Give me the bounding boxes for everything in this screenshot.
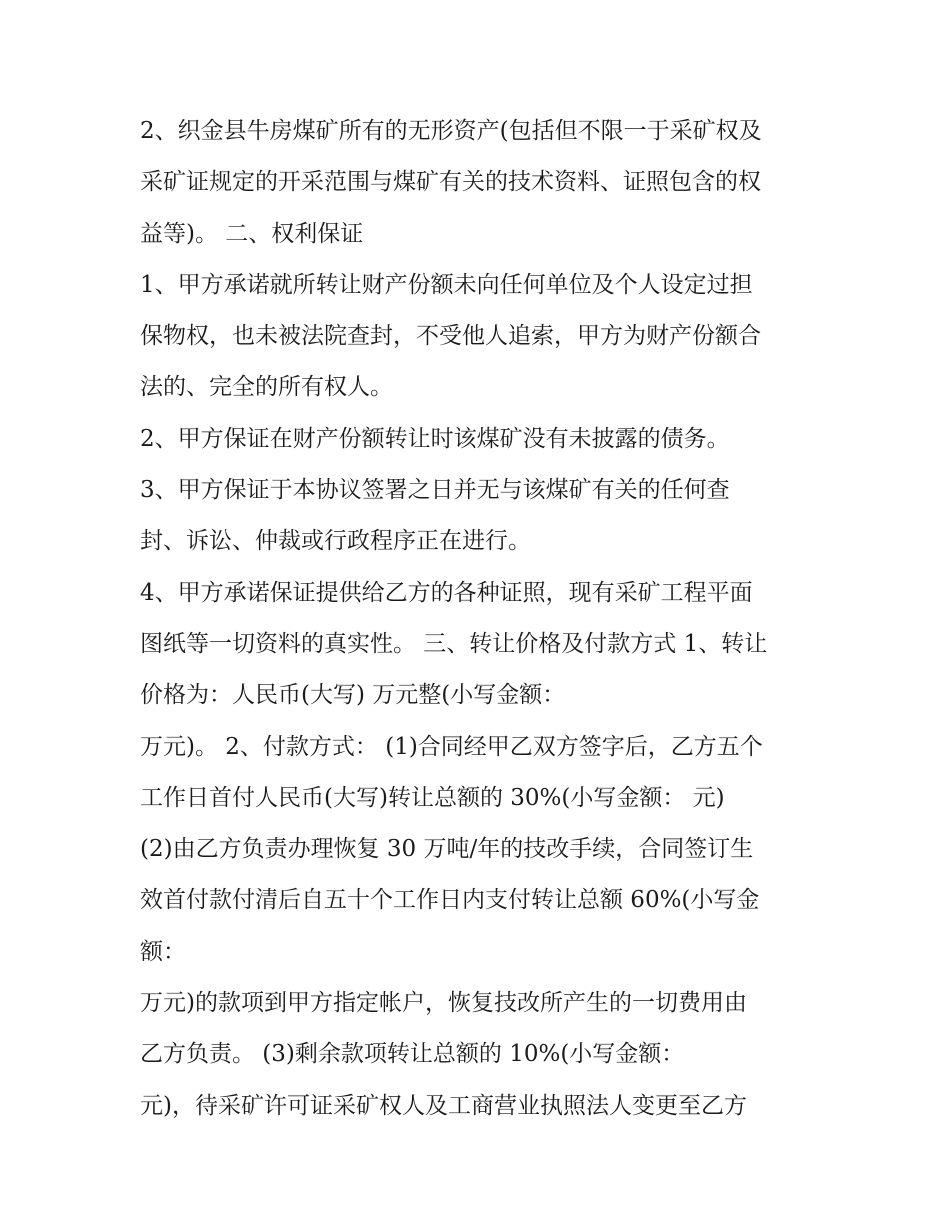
text-line: 封、诉讼、仲裁或行政程序正在进行。 xyxy=(140,528,531,555)
text-line: 元)，待采矿许可证采矿权人及工商营业执照法人变更至乙方 xyxy=(140,1092,747,1119)
text-line: 效首付款付清后自五十个工作日内支付转让总额 60%(小写金 xyxy=(140,887,760,914)
text-line: 益等)。 二、权利保证 xyxy=(140,220,364,247)
text-line: 工作日首付人民币(大写)转让总额的 30%(小写金额： 元) xyxy=(140,784,725,811)
text-line: 2、织金县牛房煤矿所有的无形资产(包括但不限一于采矿权及 xyxy=(140,118,762,144)
text-line: 万元)。 2、付款方式： (1)合同经甲乙双方签字后，乙方五个 xyxy=(140,733,763,760)
text-line: 3、甲方保证于本协议签署之日并无与该煤矿有关的任何查 xyxy=(140,477,730,504)
text-line: 法的、完全的所有权人。 xyxy=(140,374,393,401)
document-body xyxy=(140,106,820,1132)
text-line: 采矿证规定的开采范围与煤矿有关的技术资料、证照包含的权 xyxy=(140,169,761,196)
text-line: 图纸等一切资料的真实性。 三、转让价格及付款方式 1、转让 xyxy=(140,630,768,657)
text-line: 1、甲方承诺就所转让财产份额未向任何单位及个人设定过担 xyxy=(140,271,753,298)
text-line: 4、甲方承诺保证提供给乙方的各种证照，现有采矿工程平面 xyxy=(140,579,753,606)
text-line: (2)由乙方负责办理恢复 30 万吨/年的技改手续，合同签订生 xyxy=(140,836,754,863)
text-line: 乙方负责。 (3)剩余款项转让总额的 10%(小写金额： xyxy=(140,1041,685,1068)
text-line: 2、甲方保证在财产份额转让时该煤矿没有未披露的债务。 xyxy=(140,425,730,452)
text-line: 保物权，也未被法院查封，不受他人追索，甲方为财产份额合 xyxy=(140,323,761,350)
text-line: 额： xyxy=(140,938,186,965)
text-line: 万元)的款项到甲方指定帐户，恢复技改所产生的一切费用由 xyxy=(140,990,747,1017)
text-line: 价格为：人民币(大写) 万元整(小写金额： xyxy=(140,682,566,709)
